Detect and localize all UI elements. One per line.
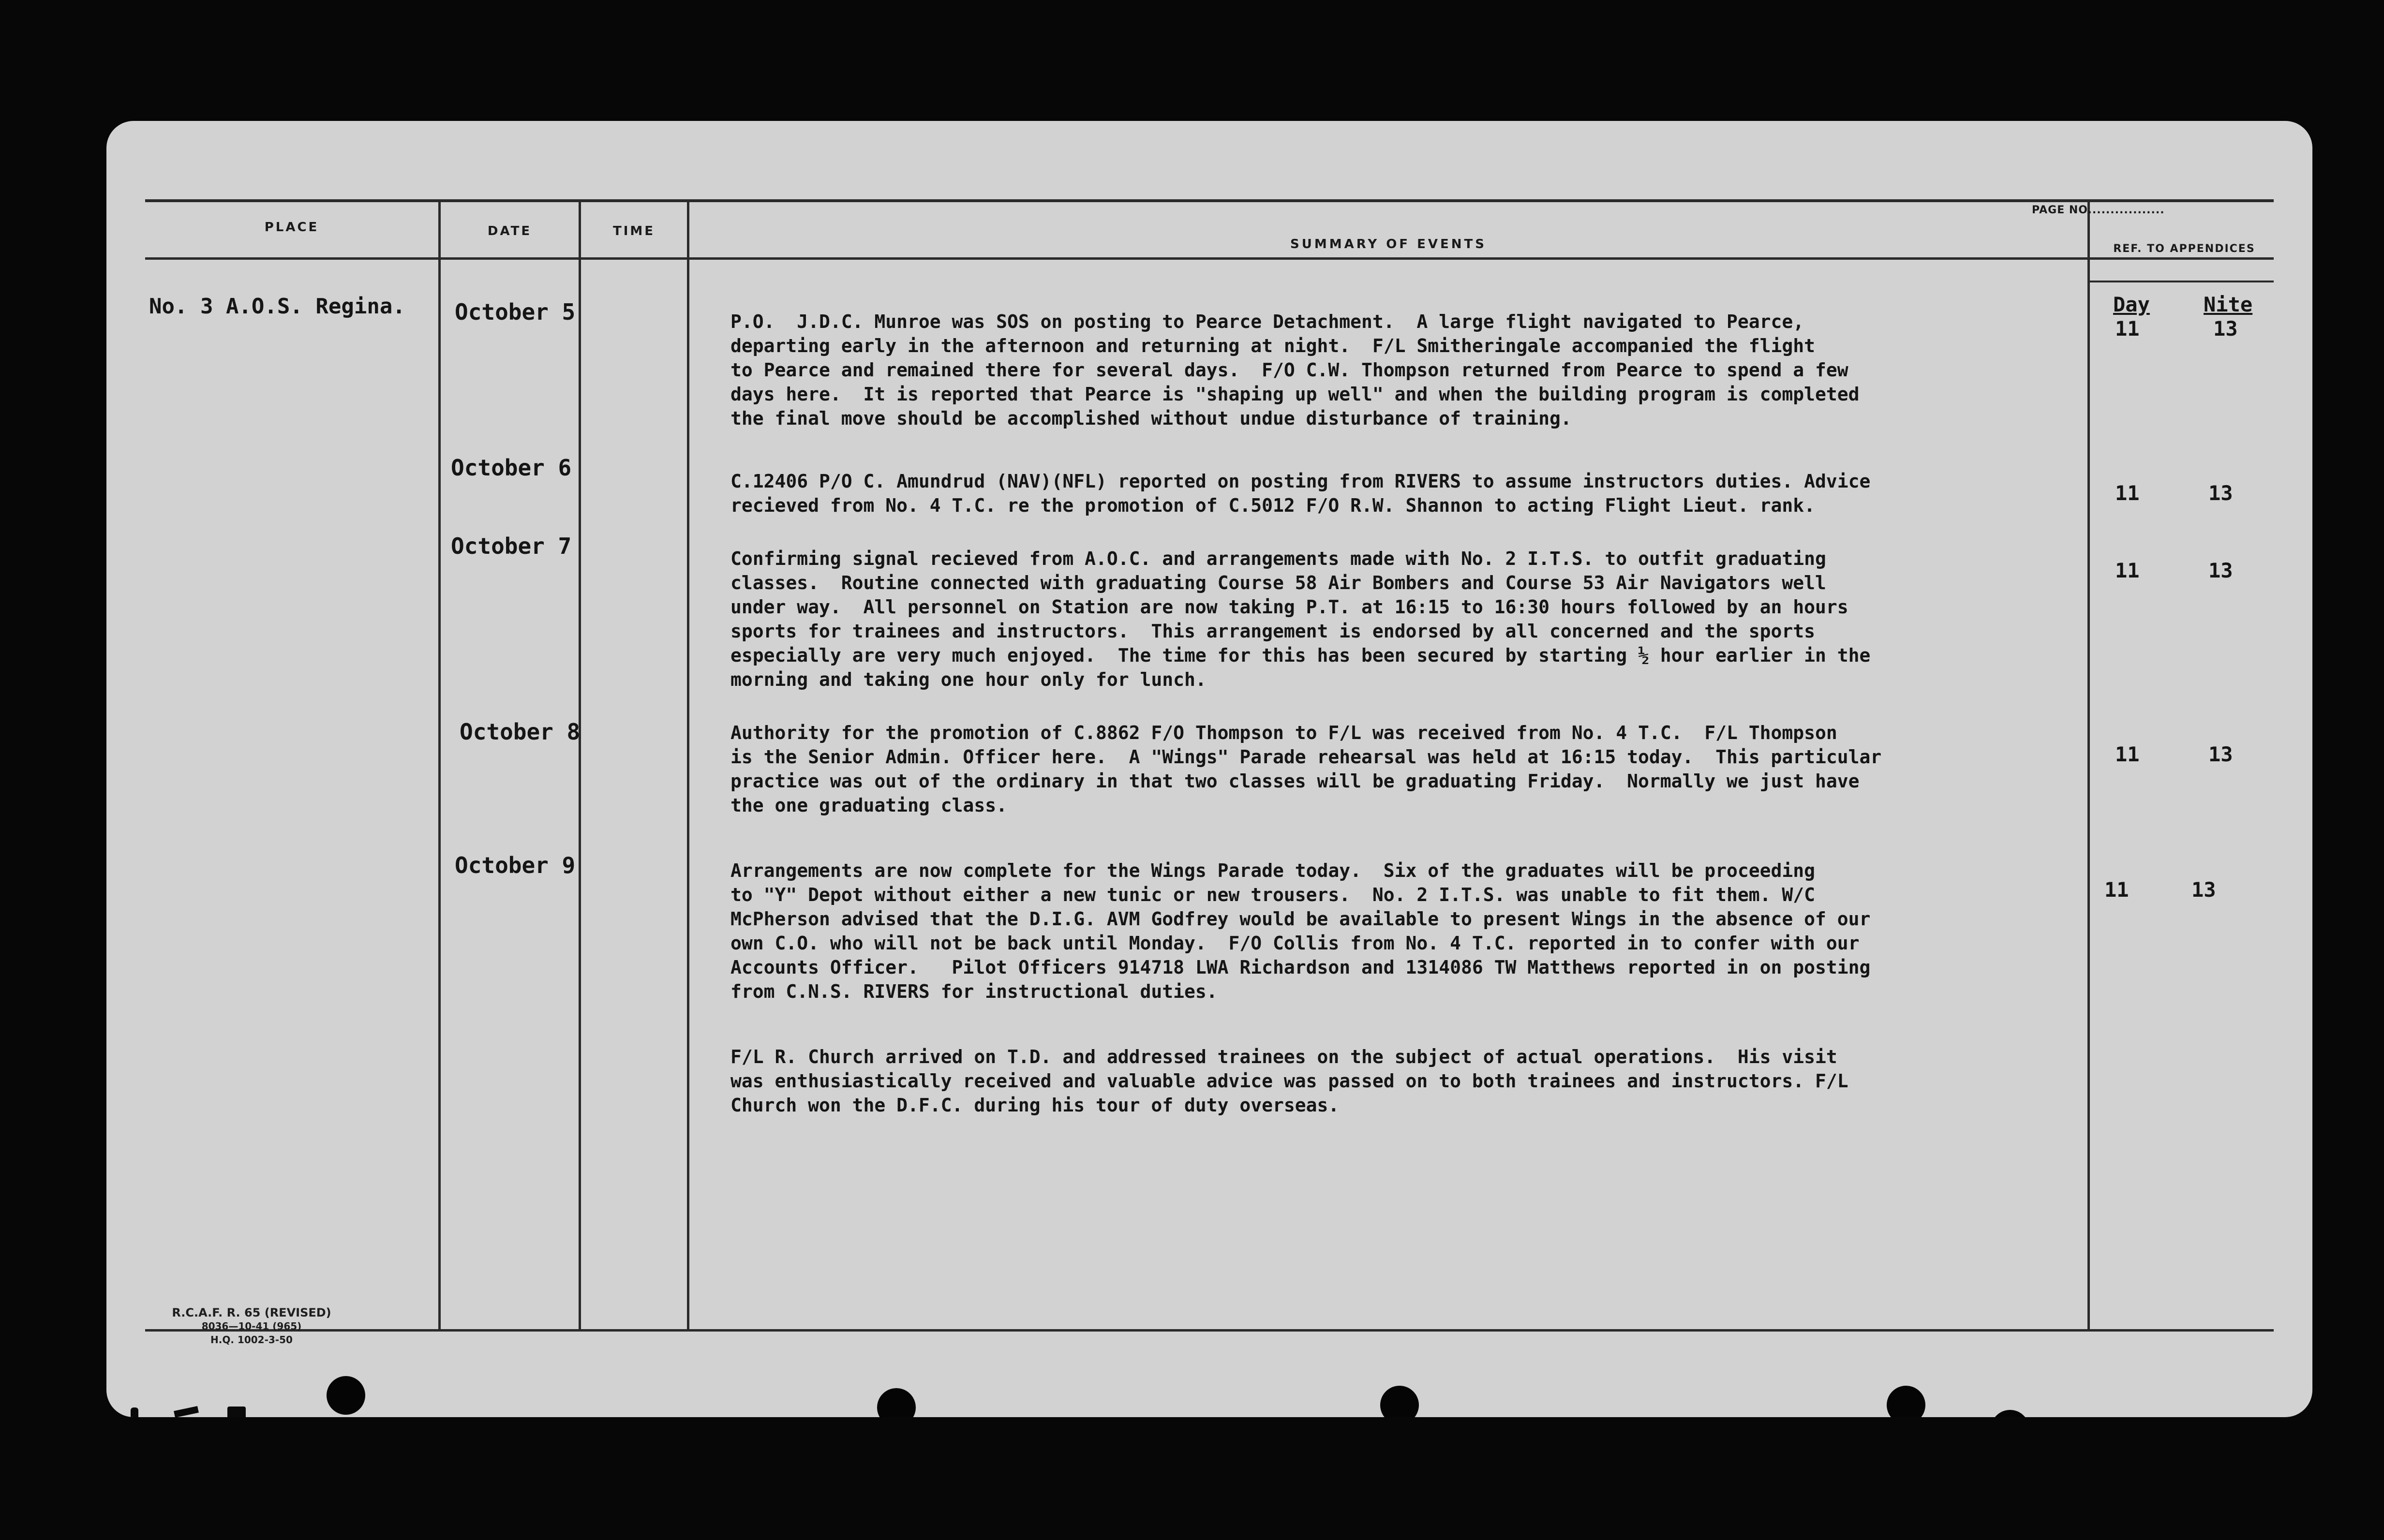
punch-hole [1991, 1410, 2029, 1417]
entry-date: October 8 [460, 719, 581, 745]
punch-hole [1887, 1386, 1925, 1417]
time-summary-divider [687, 199, 689, 1329]
place-date-divider [438, 199, 441, 1329]
summary-ref-divider [2087, 199, 2090, 1329]
entry-summary: Confirming signal recieved from A.O.C. and arrangements made with No. 2 I.T.S. to outfit graduating classes. Routine connected with graduating Course 58 Air Bombers and Course 53 Air Navigators well under way. All personnel on Station are now taking P.T. at 16:15 to 16:30 hours followed by an hours sports for trainees and instructors. This arrangement is endorsed by all concerned and the sports especially are very much enjoyed. The time for this has been secured by starting ½ hour earlier in the morning and taking one hour only for lunch. [730, 548, 1871, 690]
ref-nite-value: 13 [2208, 742, 2233, 766]
form-identifier [126, 1306, 377, 1347]
ref-day-value: 11 [2115, 742, 2140, 766]
form-id-line: R.C.A.F. R. 65 (REVISED) [172, 1306, 331, 1319]
entry-summary: Authority for the promotion of C.8862 F/O Thompson to F/L was received from No. 4 T.C. F/L Thompson is the Senior Admin. Officer here. A "Wings" Parade rehearsal was held at 16:15 today. This particular practice was out of the ordinary in that two classes will be graduating Friday. Normally we just have the one graduating class. [730, 722, 1882, 816]
ref-nite-value: 13 [2191, 878, 2216, 902]
ref-nite-value: 13 [2213, 317, 2238, 341]
entry-summary: Arrangements are now complete for the Wings Parade today. Six of the graduates will be proceeding to "Y" Depot without either a new tunic or new trousers. No. 2 I.T.S. was unable to fit them. W/C McPherson advised that the D.I.G. AVM Godfrey would be available to present Wings in the absence of our own C.O. who will not be back until Monday. F/O Collis from No. 4 T.C. reported in to confer with our Accounts Officer. Pilot Officers 914718 LWA Richardson and 1314086 TW Matthews reported in on posting from C.N.S. RIVERS for instructional duties. [730, 860, 1871, 1002]
entry-date: October 5 [455, 299, 576, 325]
entry-date: October 6 [451, 455, 572, 481]
punch-hole [1380, 1386, 1419, 1417]
entry-date: October 7 [451, 533, 572, 559]
header-bottom-rule [145, 257, 2274, 260]
form-id-line: 8036—10-41 (965) [201, 1320, 302, 1332]
ref-day-value: 11 [2104, 878, 2129, 902]
column-header-summary: SUMMARY OF EVENTS [1290, 237, 1487, 252]
page-number-label: PAGE NO................. [2032, 204, 2165, 216]
ref-day-value: 11 [2115, 559, 2140, 582]
edge-mark [227, 1407, 246, 1417]
entry-summary: F/L R. Church arrived on T.D. and addressed trainees on the subject of actual operations. His visit was enthusiastically received and valuable advice was passed on to both trainees and instructors. F/L Church won the D.F.C. during his tour of duty overseas. [730, 1046, 1848, 1116]
entry-summary: C.12406 P/O C. Amundrud (NAV)(NFL) reported on posting from RIVERS to assume instructors duties. Advice recieved from No. 4 T.C. re the promotion of C.5012 F/O R.W. Shannon to acting Flight Lieut. rank. [730, 471, 1871, 516]
column-header-place: PLACE [264, 220, 319, 235]
entry-date: October 9 [455, 852, 576, 878]
punch-hole [327, 1376, 365, 1415]
place-text: No. 3 A.O.S. Regina. [149, 294, 405, 319]
column-header-ref-appendices: REF. TO APPENDICES [2113, 243, 2255, 255]
edge-mark [131, 1407, 138, 1417]
ref-nite-label: Nite [2204, 293, 2253, 316]
column-header-time: TIME [612, 224, 656, 238]
footer-rule [145, 1329, 2274, 1332]
punch-hole [877, 1388, 916, 1417]
edge-mark [174, 1406, 199, 1417]
ref-day-value: 11 [2115, 481, 2140, 505]
header-top-rule [145, 199, 2274, 202]
form-id-line: H.Q. 1002-3-50 [210, 1334, 293, 1346]
ref-day-label: Day [2113, 293, 2150, 316]
entry-summary: P.O. J.D.C. Munroe was SOS on posting to Pearce Detachment. A large flight navigated to Pearce, departing early in the afternoon and returning at night. F/L Smitheringale accompanied the flight to Pearce and remained there for several days. F/O C.W. Thompson returned from Pearce to spend a few days here. It is reported that Pearce is "shaping up well" and when the building program is completed the final move should be accomplished without undue disturbance of training. [730, 311, 1860, 429]
date-time-divider [579, 199, 581, 1329]
diary-card [106, 121, 2312, 1417]
ref-subheader-rule [2087, 281, 2274, 282]
column-header-date: DATE [487, 224, 532, 238]
ref-nite-value: 13 [2208, 559, 2233, 582]
ref-day-value: 11 [2115, 317, 2140, 341]
ref-nite-value: 13 [2208, 481, 2233, 505]
